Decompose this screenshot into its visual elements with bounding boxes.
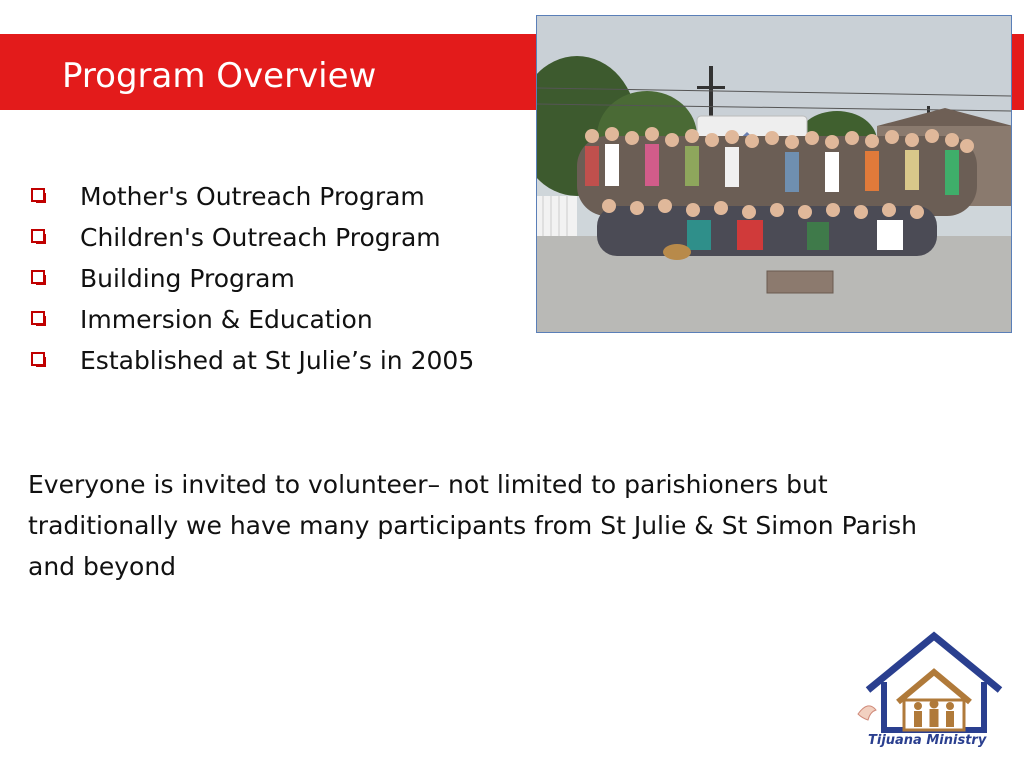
- logo-text: Tijuana Ministry: [868, 733, 987, 748]
- bullet-item: Immersion & Education: [28, 299, 474, 340]
- bullet-item: Mother's Outreach Program: [28, 176, 474, 217]
- checkbox-bullet-icon: [31, 352, 45, 366]
- group-photo: [536, 15, 1012, 333]
- checkbox-bullet-icon: [31, 311, 45, 325]
- slide-title: Program Overview: [62, 56, 377, 96]
- checkbox-bullet-icon: [31, 229, 45, 243]
- program-bullet-list: [28, 176, 474, 381]
- volunteer-paragraph: Everyone is invited to volunteer– not limited to parishioners but traditionally we have many participants from St Julie & St Simon Parish and beyond: [28, 470, 917, 581]
- bullet-item: Building Program: [28, 258, 474, 299]
- checkbox-bullet-icon: [31, 270, 45, 284]
- checkbox-bullet-icon: [31, 188, 45, 202]
- bullet-item: Children's Outreach Program: [28, 217, 474, 258]
- bullet-item: Established at St Julie’s in 2005: [28, 340, 474, 381]
